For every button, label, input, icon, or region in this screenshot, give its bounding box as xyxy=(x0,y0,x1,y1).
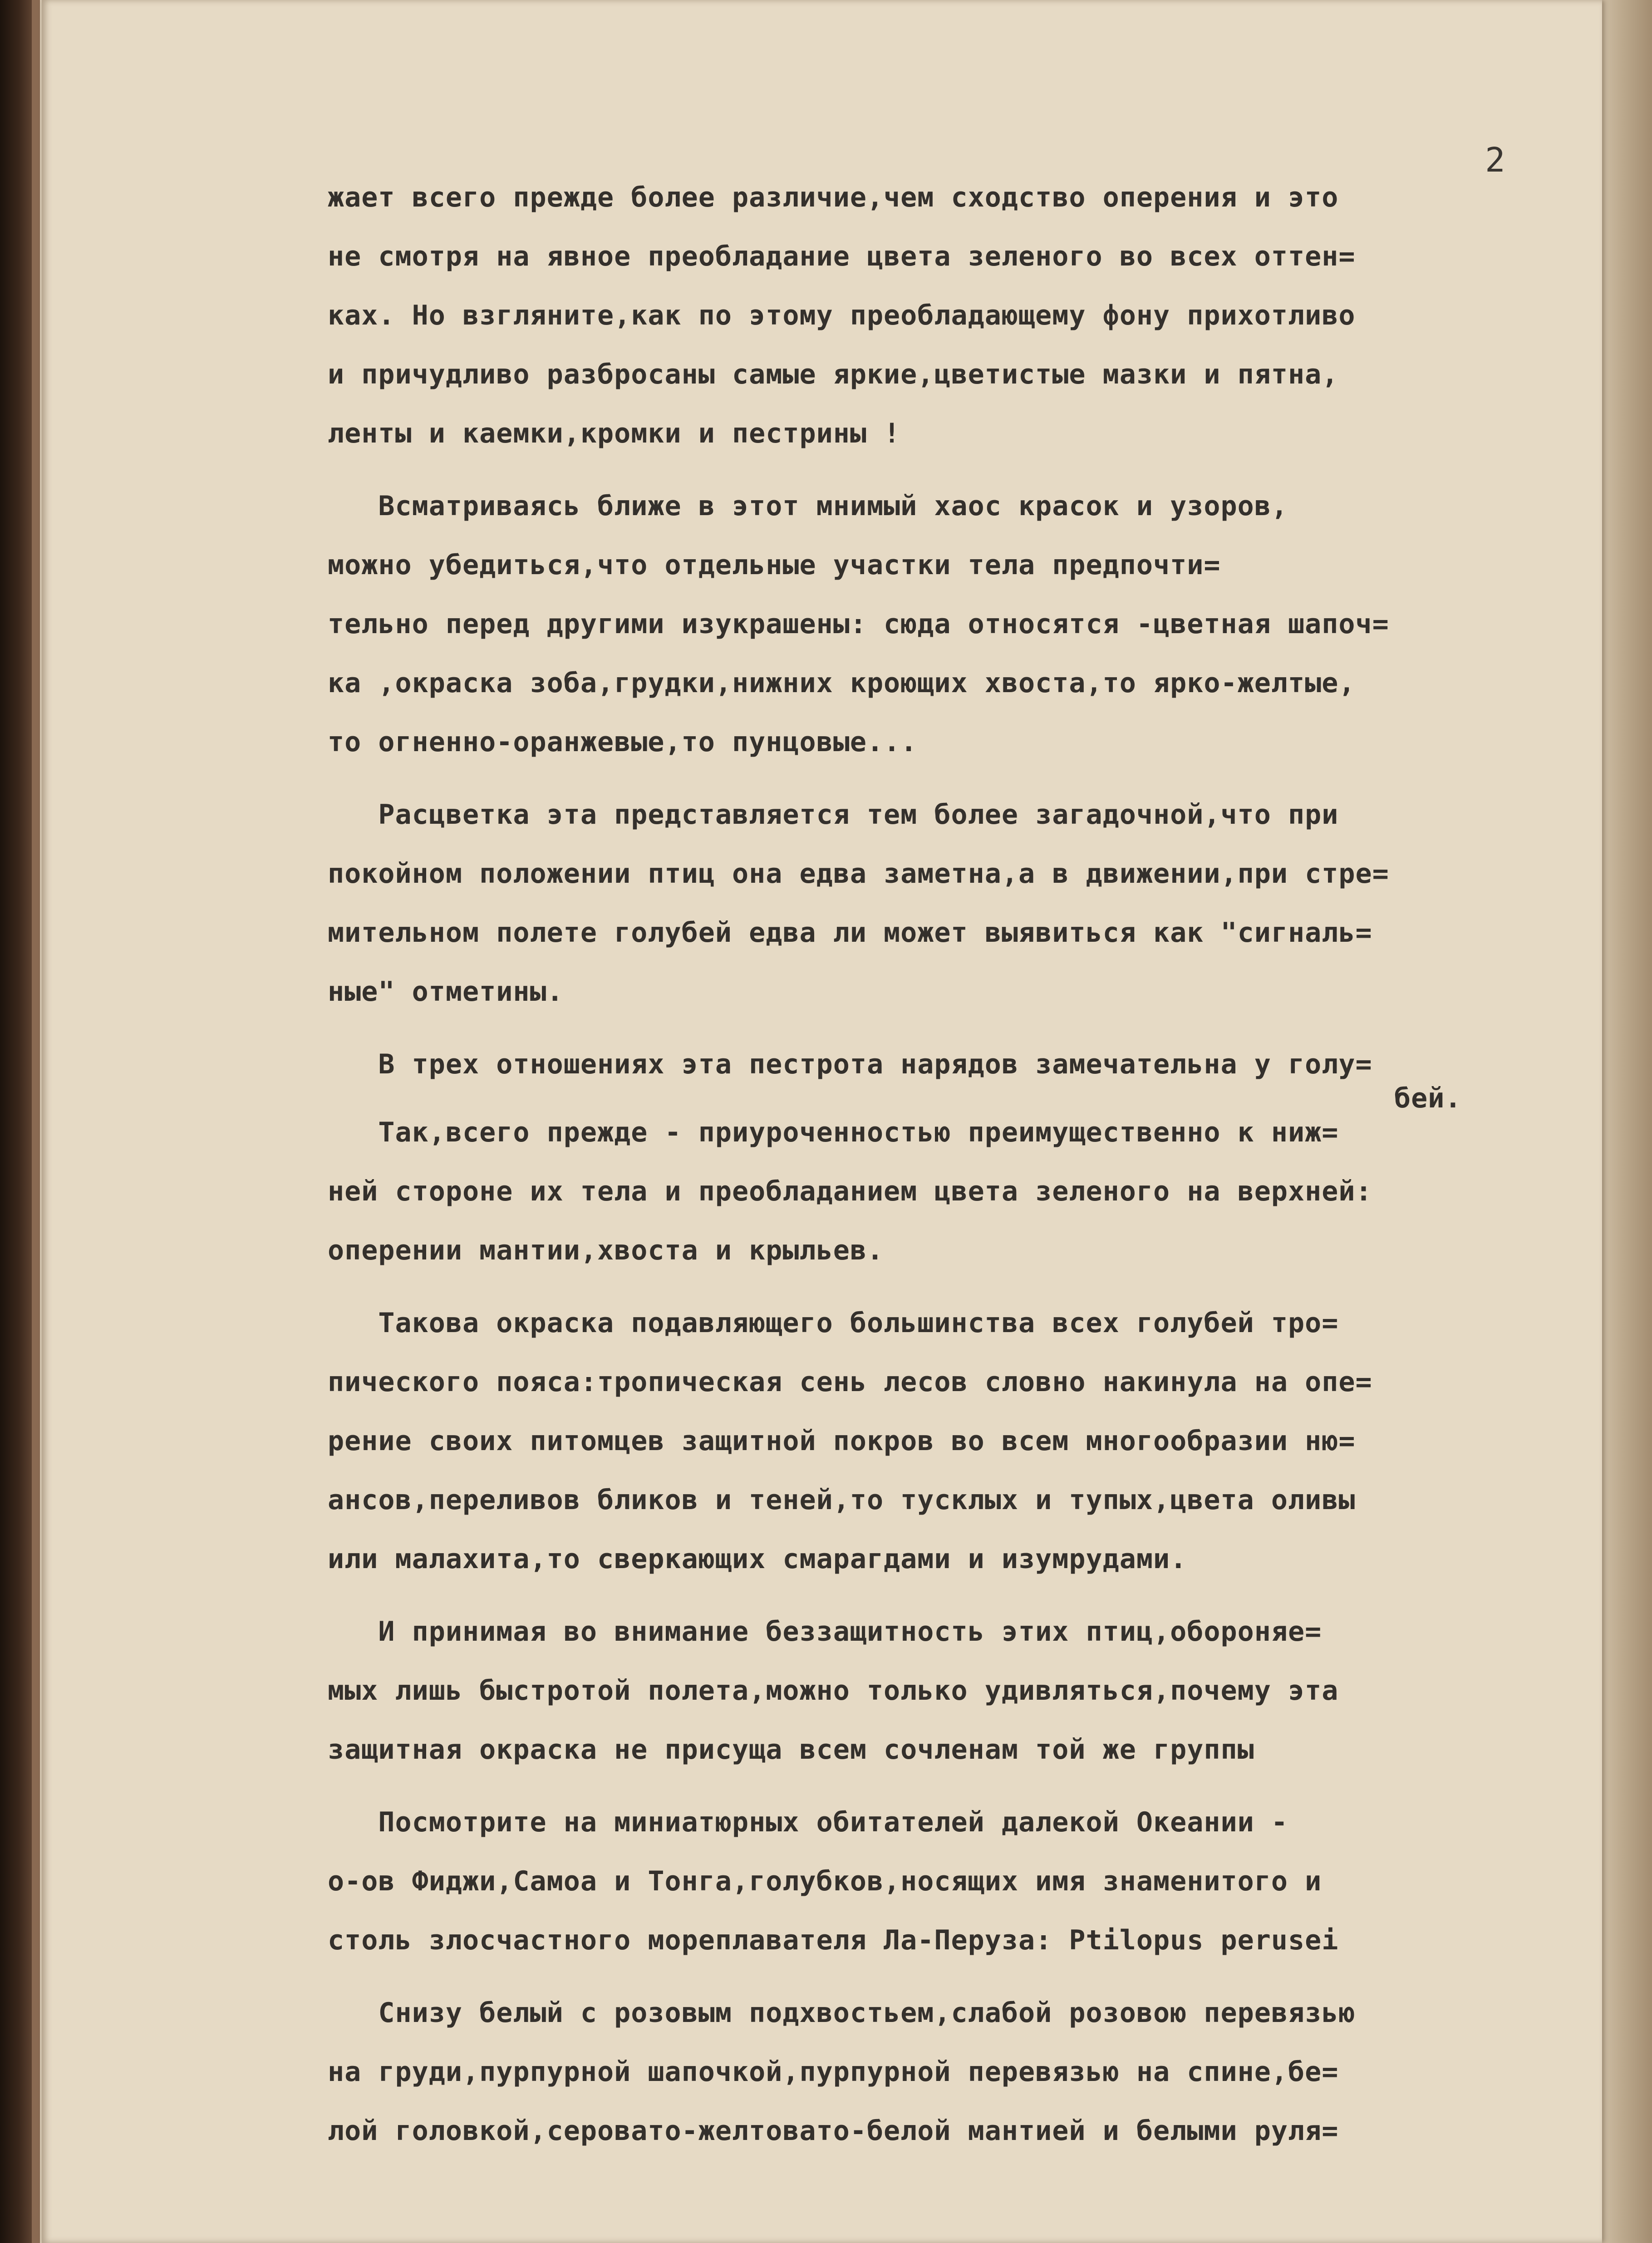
typed-page xyxy=(42,0,1602,2243)
text-line: мительном полете голубей едва ли может выявиться как "сигналь= xyxy=(328,917,1372,949)
binding-strip xyxy=(32,0,40,2243)
text-line: покойном положении птиц она едва заметна,а в движении,при стре= xyxy=(328,858,1389,890)
page-number: 2 xyxy=(1485,141,1505,180)
text-line: ка ,окраска зоба,грудки,нижних кроющих хвоста,то ярко-желтые, xyxy=(328,667,1356,699)
text-line: Такова окраска подавляющего большинства всех голубей тро= xyxy=(328,1307,1339,1339)
text-line: ках. Но взгляните,как по этому преобладающему фону прихотливо xyxy=(328,300,1356,331)
text-line: жает всего прежде более различие,чем сходство оперения и это xyxy=(328,182,1339,213)
insert-note: бей. xyxy=(1394,1082,1462,1114)
text-line: рение своих питомцев защитной покров во всем многообразии ню= xyxy=(328,1425,1356,1457)
text-line: лой головкой,серовато-желтовато-белой мантией и белыми руля= xyxy=(328,2115,1339,2147)
text-line: тельно перед другими изукрашены: сюда относятся -цветная шапоч= xyxy=(328,608,1389,640)
text-line: на груди,пурпурной шапочкой,пурпурной перевязью на спине,бе= xyxy=(328,2056,1339,2088)
text-line: не смотря на явное преобладание цвета зеленого во всех оттен= xyxy=(328,241,1356,272)
binding-shadow xyxy=(0,0,32,2243)
text-line: В трех отношениях эта пестрота нарядов замечательна у голу= xyxy=(328,1048,1372,1080)
text-line: ансов,переливов бликов и теней,то тусклых и тупых,цвета оливы xyxy=(328,1484,1356,1516)
text-line: мых лишь быстротой полета,можно только удивляться,почему эта xyxy=(328,1675,1339,1707)
text-line: столь злосчастного мореплавателя Ла-Перуза: Ptilopus perusei xyxy=(328,1924,1339,1956)
text-line: Снизу белый с розовым подхвостьем,слабой розовою перевязью xyxy=(328,1997,1356,2029)
text-line: ней стороне их тела и преобладанием цвета зеленого на верхней: xyxy=(328,1176,1372,1207)
text-line: о-ов Фиджи,Самоа и Тонга,голубков,носящих имя знаменитого и xyxy=(328,1865,1322,1897)
text-line: можно убедиться,что отдельные участки тела предпочти= xyxy=(328,549,1221,581)
text-line: Посмотрите на миниатюрных обитателей далекой Океании - xyxy=(328,1806,1288,1838)
text-line: защитная окраска не присуща всем сочленам той же группы xyxy=(328,1734,1254,1766)
text-line: то огненно-оранжевые,то пунцовые... xyxy=(328,726,918,758)
text-line: ные" отметины. xyxy=(328,976,564,1008)
text-line: Так,всего прежде - приуроченностью преимущественно к ниж= xyxy=(328,1117,1339,1148)
text-line: Расцветка эта представляется тем более загадочной,что при xyxy=(328,799,1339,831)
text-line: или малахита,то сверкающих смарагдами и изумрудами. xyxy=(328,1543,1187,1575)
text-line: Всматриваясь ближе в этот мнимый хаос красок и узоров, xyxy=(328,490,1288,522)
text-line: и причудливо разбросаны самые яркие,цветистые мазки и пятна, xyxy=(328,359,1339,390)
text-line: И принимая во внимание беззащитность этих птиц,обороняе= xyxy=(328,1616,1322,1648)
text-line: оперении мантии,хвоста и крыльев. xyxy=(328,1235,884,1266)
text-line: пического пояса:тропическая сень лесов словно накинула на опе= xyxy=(328,1366,1372,1398)
text-line: ленты и каемки,кромки и пестрины ! xyxy=(328,418,901,449)
page-edges xyxy=(1602,0,1652,2243)
